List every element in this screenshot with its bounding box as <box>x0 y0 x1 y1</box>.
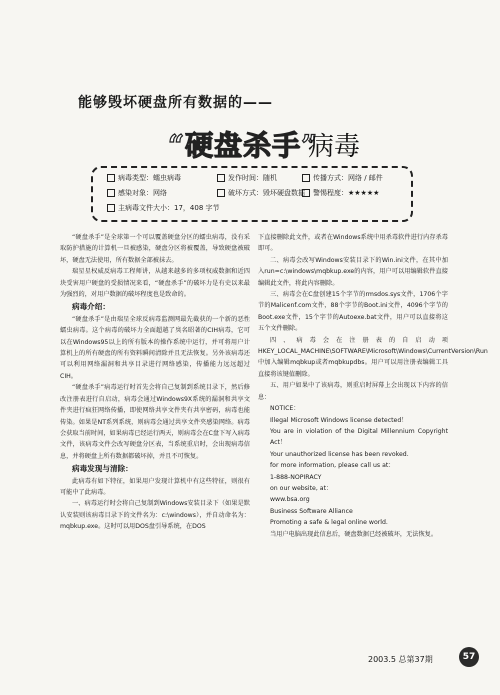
headline-quoted: “硬盘杀手” <box>168 129 319 162</box>
info-virus-type <box>107 173 181 183</box>
left-paragraph-5: 此病毒有如下特征，如果用户发现计算机中有这些特征，则很有可能中了此病毒。 <box>60 477 250 496</box>
section-heading-detect: 病毒发现与清除： <box>72 464 133 474</box>
notice-message <box>258 403 448 528</box>
notice-line: www.bsa.org <box>270 496 310 504</box>
left-paragraph-4: “硬盘杀手”病毒运行时首先会将自己复制到系统目录下，然后修改注册表进行自启动，病毒会通过Windows9X系统的漏洞和共享文件夹进行疯狂网络传播，即使网络共享文件夹有共享密码，病毒也能传染。如果是NT系列系统，则病毒会通过共享文件夹感染网络。病毒会获取当前时间，如果病毒已经运行两天，则病毒会在C盘下写入病毒文件，该病毒文件会改写硬盘分区表，当系统重启时，会出现病毒信息，并将硬盘上所有数据都破坏掉，并且不可恢复。 <box>60 384 250 460</box>
info-virus-type-text: 病毒类型：蠕虫病毒 <box>118 174 181 182</box>
info-damage <box>217 188 305 198</box>
headline-plain: 病毒 <box>308 132 361 162</box>
left-paragraph-6: 一、病毒运行时会将自己复制到Windows安装目录下（如果是默认安装则该病毒目录下的文件名为：c:\windows），并自动命名为：mqbkup.exe。这时可以用DOS盘引导系统，在DOS <box>60 500 250 531</box>
notice-line: Illegal Microsoft Windows license detected！ <box>270 416 408 424</box>
left-paragraph-2: 瑞星星权威反病毒工程师讲，从越来越多的多项权威数据和近四块受害用户硬盘的受损情况来看，“硬盘杀手”的破坏力是有史以来最为强烈的，对用户数据的破坏程度也是致命的。 <box>60 268 250 299</box>
info-file-size-text: 主病毒文件大小：17，408 字节 <box>118 204 220 212</box>
article-headline <box>168 124 388 162</box>
notice-line: 1-888-NOPIRACY <box>270 473 322 481</box>
right-paragraph-2: 二、病毒会改写Windows安装目录下的Win.ini文件，在其中加入run=c:\windows\mqbkup.exe的内容，用户可以用编辑软件直接编辑此文件，将此内容删除。 <box>258 256 448 287</box>
right-paragraph-4: 四、病毒会在注册表的自启动项 HKEY_LOCAL_MACHINE\SOFTWARE\Microsoft\Windows\CurrentVersion\Run中加入编辑mqbkup或者mqbkupdbs。用户可以用注册表编辑工具直接将该键值删除。 <box>258 336 488 378</box>
checkbox-icon <box>107 174 115 182</box>
page-number-badge: 57 <box>459 647 479 667</box>
checkbox-icon <box>302 174 310 182</box>
info-alert-level <box>302 188 379 198</box>
left-paragraph-1: “硬盘杀手”是全球第一个可以覆盖硬盘分区的蠕虫病毒，没有采取防护措施的计算机一旦被感染，硬盘分区将被覆盖，导致硬盘被破坏，硬盘无法使用，所有数据全部被抹去。 <box>60 234 250 264</box>
virus-info-box <box>91 166 413 222</box>
info-spread-mode <box>302 173 383 183</box>
left-column <box>60 232 250 533</box>
notice-line: Promoting a safe & legal online world. <box>270 519 388 527</box>
right-paragraph-5: 五、用户如果中了该病毒，则重启时屏幕上会出现以下内容的信息： <box>258 382 448 401</box>
checkbox-icon <box>217 174 225 182</box>
notice-line: NOTICE： <box>270 405 300 413</box>
notice-line: for more information, please call us at： <box>270 462 395 470</box>
info-target <box>107 188 167 198</box>
checkbox-icon <box>302 189 310 197</box>
notice-line: on our website, at： <box>270 484 333 492</box>
right-column <box>258 232 488 540</box>
notice-line: Business Software Alliance <box>270 507 353 515</box>
info-alert-level-text: 警惕程度：★★★★★ <box>313 189 380 197</box>
info-attack-time-text: 发作时间：随机 <box>228 174 277 182</box>
right-paragraph-3: 三、病毒会在C盘创建15个字节的rmsdos.sys文件，1706个字节的Malicenf.com文件，88个字节的Boot.ini文件，4096个字节的Boot.exe文件，15个字节的Autoexe.bat文件，用户可以直接将这五个文件删除。 <box>258 291 448 333</box>
info-attack-time <box>217 173 277 183</box>
notice-line: You are in violation of the Digital Millennium Copyright Act！ <box>270 427 448 447</box>
notice-line: Your unauthorized license has been revoked. <box>270 450 409 458</box>
info-target-text: 感染对象：网络 <box>118 189 167 197</box>
checkbox-icon <box>107 204 115 212</box>
section-heading-intro: 病毒介绍： <box>72 302 110 312</box>
left-paragraph-3: “硬盘杀手”是由瑞星全球反病毒监测网最先截获的一个新的恶性蠕虫病毒。这个病毒的破坏力全面超越了臭名昭著的CIH病毒，它可以在Windows95以上的所有版本的操作系统中运行，并可将用户计算机上的所有硬盘的所有资料瞬间清除并且无法恢复。另外该病毒还可以利用网络漏洞和共享目录进行网络感染，传播能力远远超过CIH。 <box>60 315 250 380</box>
right-paragraph-6: 当用户电脑出现此信息后，硬盘数据已经被破坏，无法恢复。 <box>270 530 438 538</box>
article-supertitle: 能够毁坏硬盘所有数据的—— <box>78 95 273 111</box>
info-spread-mode-text: 传播方式：网络 / 邮件 <box>313 174 383 182</box>
issue-date: 2003.5 总第37期 <box>368 655 433 664</box>
right-paragraph-1: 下直接删除此文件，或者在Windows系统中用杀毒软件进行内存杀毒即可。 <box>258 234 448 253</box>
info-damage-text: 破坏方式：毁坏硬盘数据 <box>228 189 305 197</box>
checkbox-icon <box>107 189 115 197</box>
info-file-size <box>107 203 220 213</box>
checkbox-icon <box>217 189 225 197</box>
